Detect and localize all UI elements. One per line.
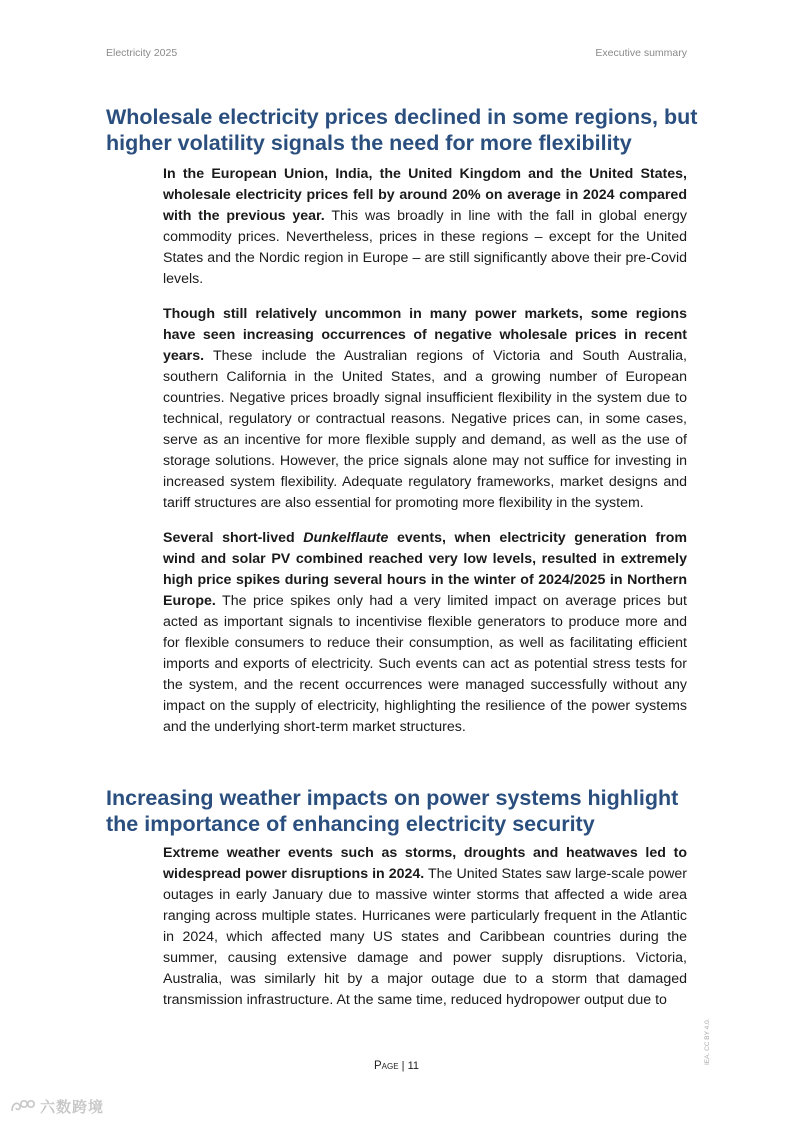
paragraph [163,304,687,514]
lead-sentence: In the European Union, India, the United Kingdom and the United States, wholesale electricity prices fell by around 20% on average in 2024 compared with the previous year. [163,166,687,224]
paragraph [163,528,687,738]
page-label: Page [374,1060,399,1072]
section-body-wholesale-prices [163,164,687,752]
section-heading-weather-impacts: Increasing weather impacts on power systems highlight the importance of enhancing electricity security [106,786,679,836]
page-number: 11 [407,1060,419,1072]
license-label: IEA. CC BY 4.0. [704,1018,711,1065]
paragraph-text: The United States saw large-scale power outages in early January due to massive winter storms that affected a wide area ranging across multiple states. Hurricanes were particularly frequent in the Atlantic in 2024, which affected many US states and Caribbean countries during the summer, causing extensive damage and power supply disruptions. Victoria, Australia, was similarly hit by a major outage due to a storm that damaged transmission infrastructure. At the same time, reduced hydropower output due to [163,866,687,1008]
watermark-text: 六数跨境 [40,1098,105,1116]
dunkelflaute-term: Dunkelflaute [303,530,389,546]
paragraph [163,164,687,290]
page-footer [0,1060,793,1072]
paragraph-text: The price spikes only had a very limited impact on average prices but acted as important signals to incentivise flexible generators to produce more and for flexible consumers to reduce their consumption, as well as facilitating efficient imports and exports of electricity. Such events can act as potential stress tests for the system, and the recent occurrences were managed successfully without any impact on the supply of electricity, highlighting the resilience of the power systems and the underlying short-term market structures. [163,593,687,735]
paragraph-text: This was broadly in line with the fall in global energy commodity prices. Nevertheless, prices in these regions – except for the United States and the Nordic region in Europe – are still significantly above their pre-Covid levels. [163,208,687,287]
paragraph [163,843,687,1011]
section-heading-wholesale-prices: Wholesale electricity prices declined in some regions, but higher volatility signals the need for more flexibility [106,105,698,155]
lead-sentence: Extreme weather events such as storms, droughts and heatwaves led to widespread power disruptions in 2024. [163,845,687,882]
paragraph-text: These include the Australian regions of Victoria and South Australia, southern California in the United States, and a growing number of European countries. Negative prices broadly signal insufficient flexibility in the system due to technical, regulatory or contractual reasons. Negative prices can, in some cases, serve as an incentive for more flexible supply and demand, as well as the use of storage solutions. However, the price signals alone may not suffice for investing in increased system flexibility. Adequate regulatory frameworks, market designs and tariff structures are also essential for promoting more flexibility in the system. [163,348,687,511]
watermark [10,1094,104,1118]
logo-icon [10,1098,36,1114]
page-separator: | [401,1060,405,1072]
lead-sentence: Though still relatively uncommon in many power markets, some regions have seen increasing occurrences of negative wholesale prices in recent years. [163,306,687,364]
running-header-section: Executive summary [595,47,687,59]
section-body-weather-impacts [163,843,687,1025]
lead-sentence: Several short-lived Dunkelflaute events, when electricity generation from wind and solar PV combined reached very low levels, resulted in extremely high price spikes during several hours in the winter of 2024/2025 in Northern Europe. [163,530,687,609]
running-header-title: Electricity 2025 [106,47,178,59]
